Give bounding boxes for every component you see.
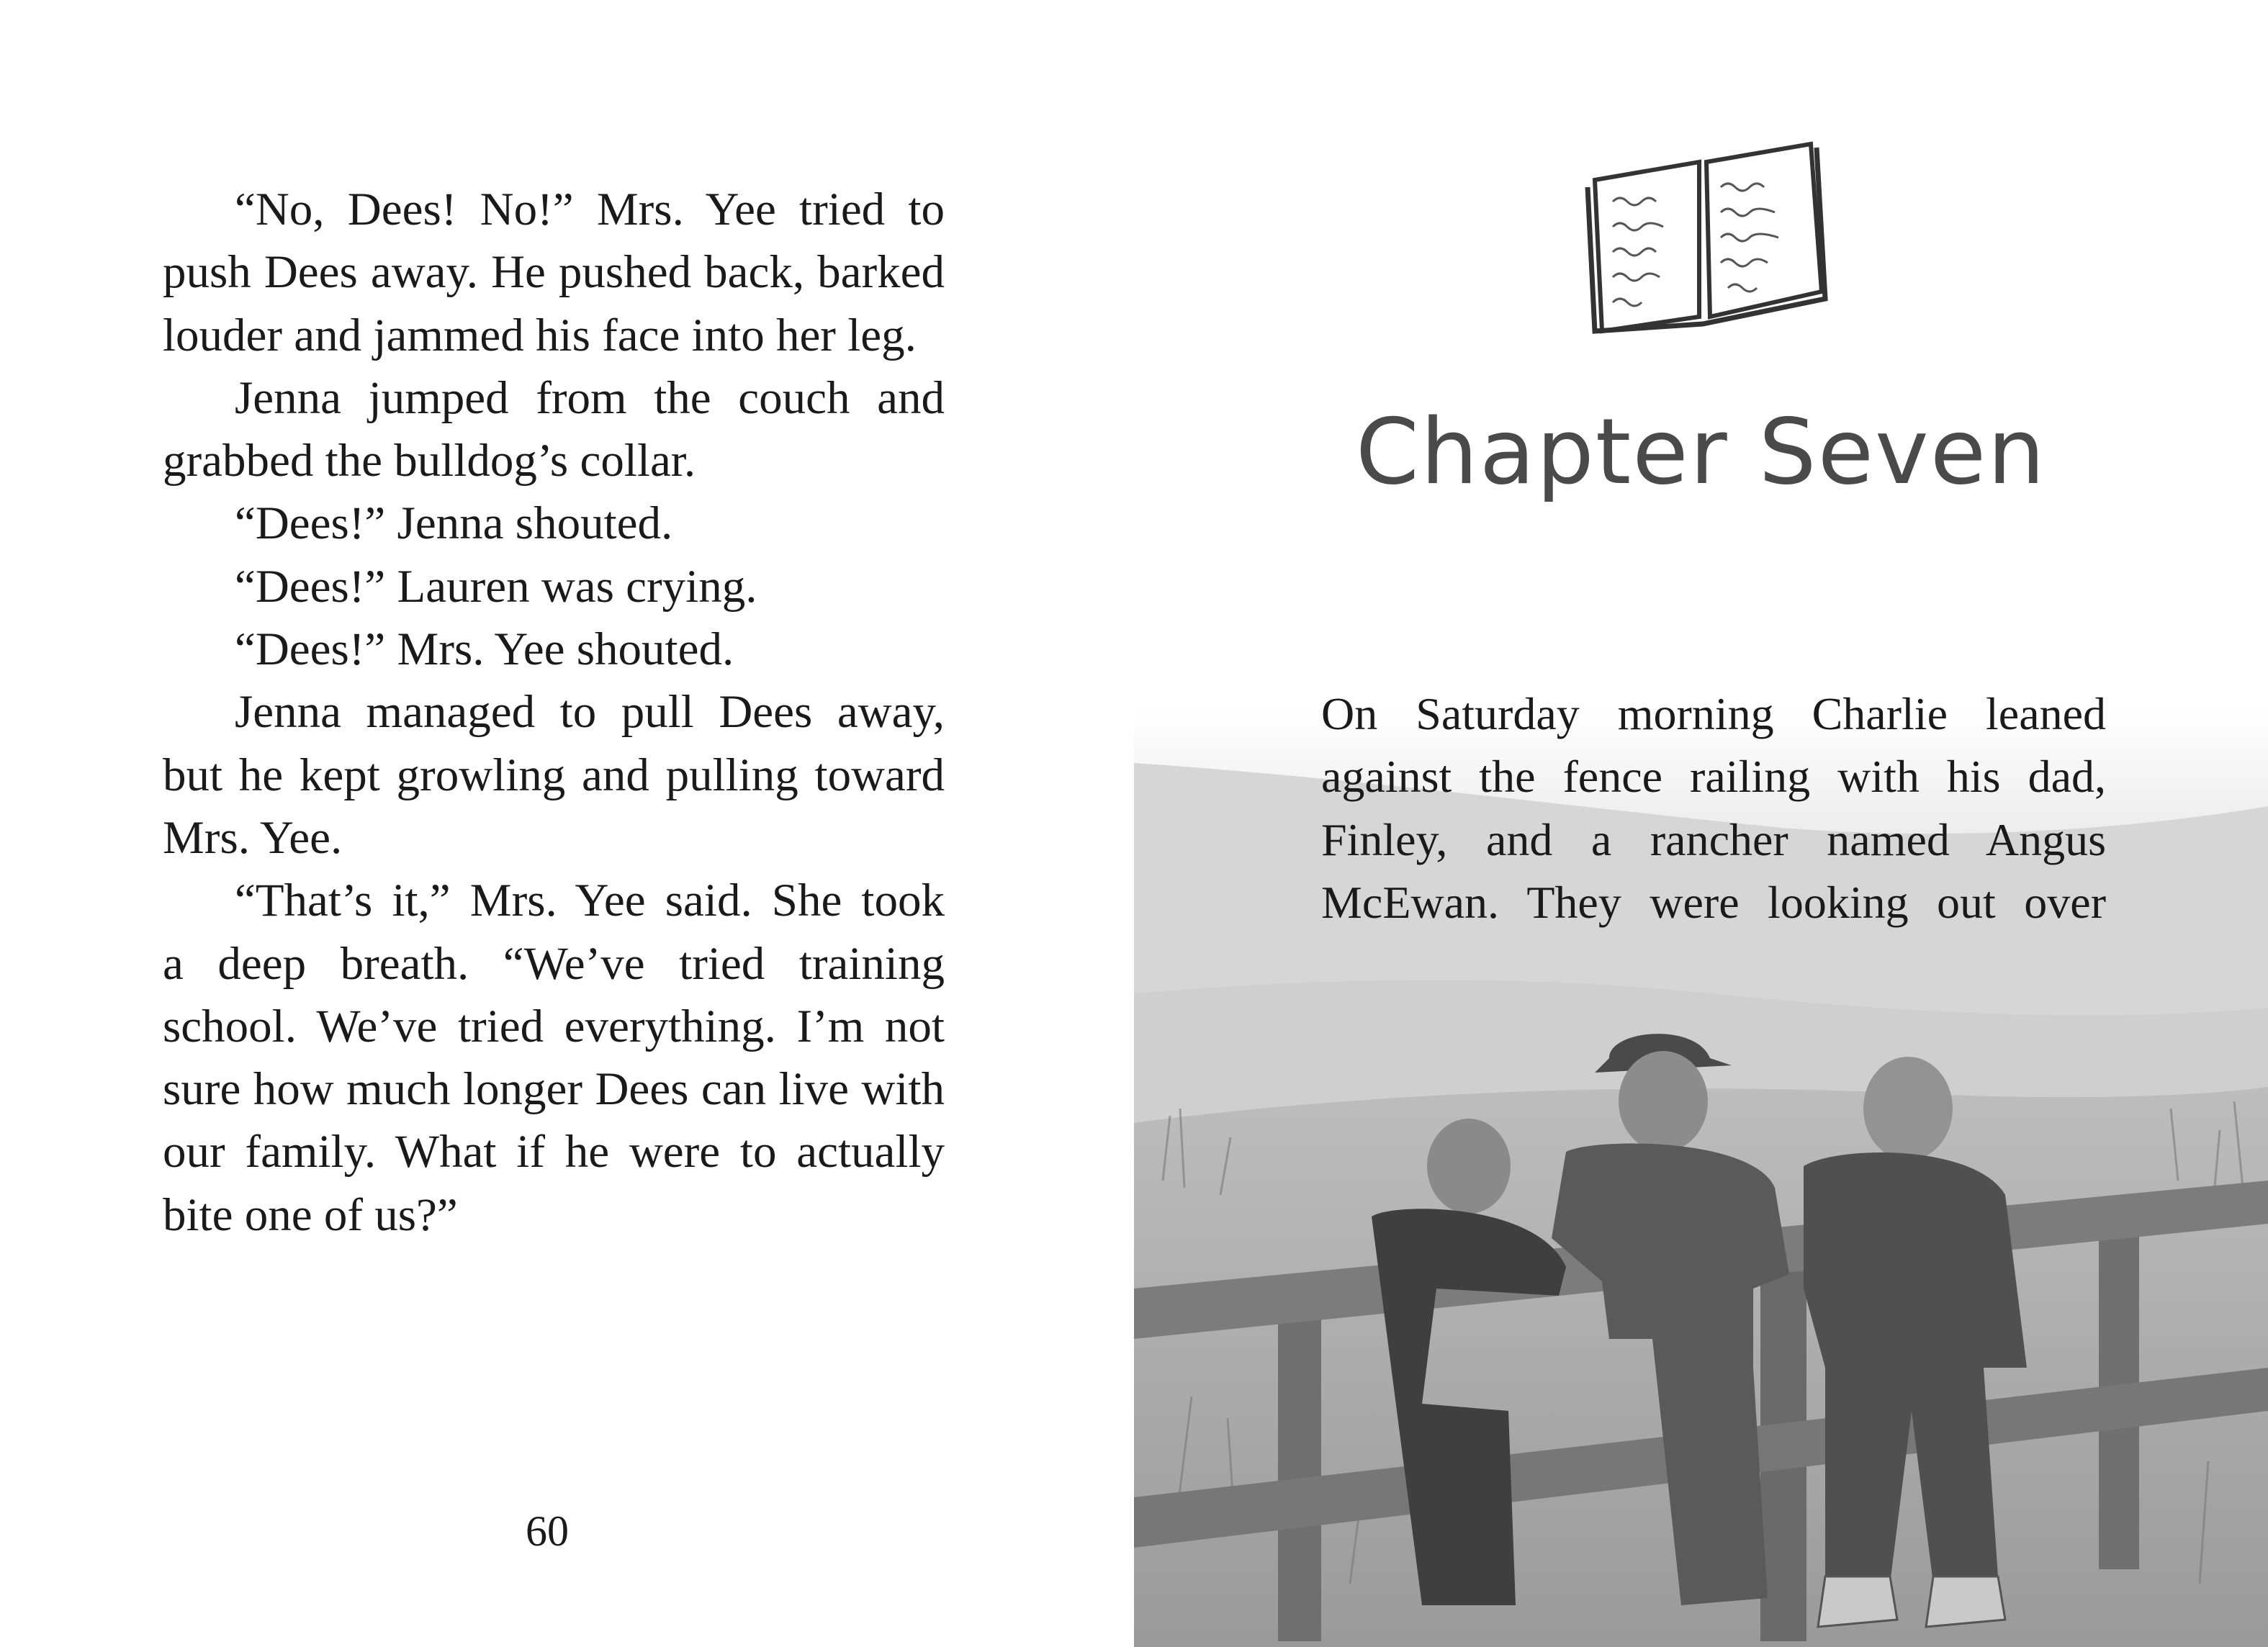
- text-line: “Dees!” Mrs. Yee shouted.: [235, 623, 734, 676]
- text-line: against the fence railing with his dad,: [1321, 751, 2106, 803]
- text-line: Jenna jumped from the couch and: [235, 371, 945, 424]
- text-line: bite one of us?”: [163, 1188, 458, 1241]
- text-line: “Dees!” Lauren was crying.: [235, 560, 757, 613]
- chapter-opening-text: [1321, 682, 2106, 934]
- chapter-title: Chapter Seven: [1355, 399, 2047, 505]
- text-line: On Saturday morning Charlie leaned: [1321, 688, 2106, 739]
- right-page: [1134, 0, 2268, 1647]
- text-line: but he kept growling and pulling toward: [163, 749, 945, 801]
- text-line: a deep breath. “We’ve tried training: [163, 937, 945, 990]
- text-line: push Dees away. He pushed back, barked: [163, 246, 945, 299]
- left-page-text: [163, 179, 945, 1247]
- text-line: “No, Dees! No!” Mrs. Yee tried to: [235, 184, 945, 235]
- text-line: our family. What if he were to actually: [163, 1126, 945, 1178]
- page-number: 60: [526, 1507, 569, 1555]
- text-line: grabbed the bulldog’s collar.: [163, 435, 696, 487]
- text-line: sure how much longer Dees can live with: [163, 1063, 945, 1116]
- text-line: “Dees!” Jenna shouted.: [235, 497, 673, 550]
- text-line: louder and jammed his face into her leg.: [163, 309, 917, 361]
- text-line: Jenna managed to pull Dees away,: [235, 686, 945, 739]
- text-line: Mrs. Yee.: [163, 811, 343, 864]
- text-line: school. We’ve tried everything. I’m not: [163, 1000, 945, 1052]
- text-line: Finley, and a rancher named Angus: [1321, 813, 2106, 865]
- text-line: “That’s it,” Mrs. Yee said. She took: [235, 875, 945, 927]
- text-line: McEwan. They were looking out over: [1321, 876, 2106, 928]
- open-notebook-icon: [1573, 137, 1832, 346]
